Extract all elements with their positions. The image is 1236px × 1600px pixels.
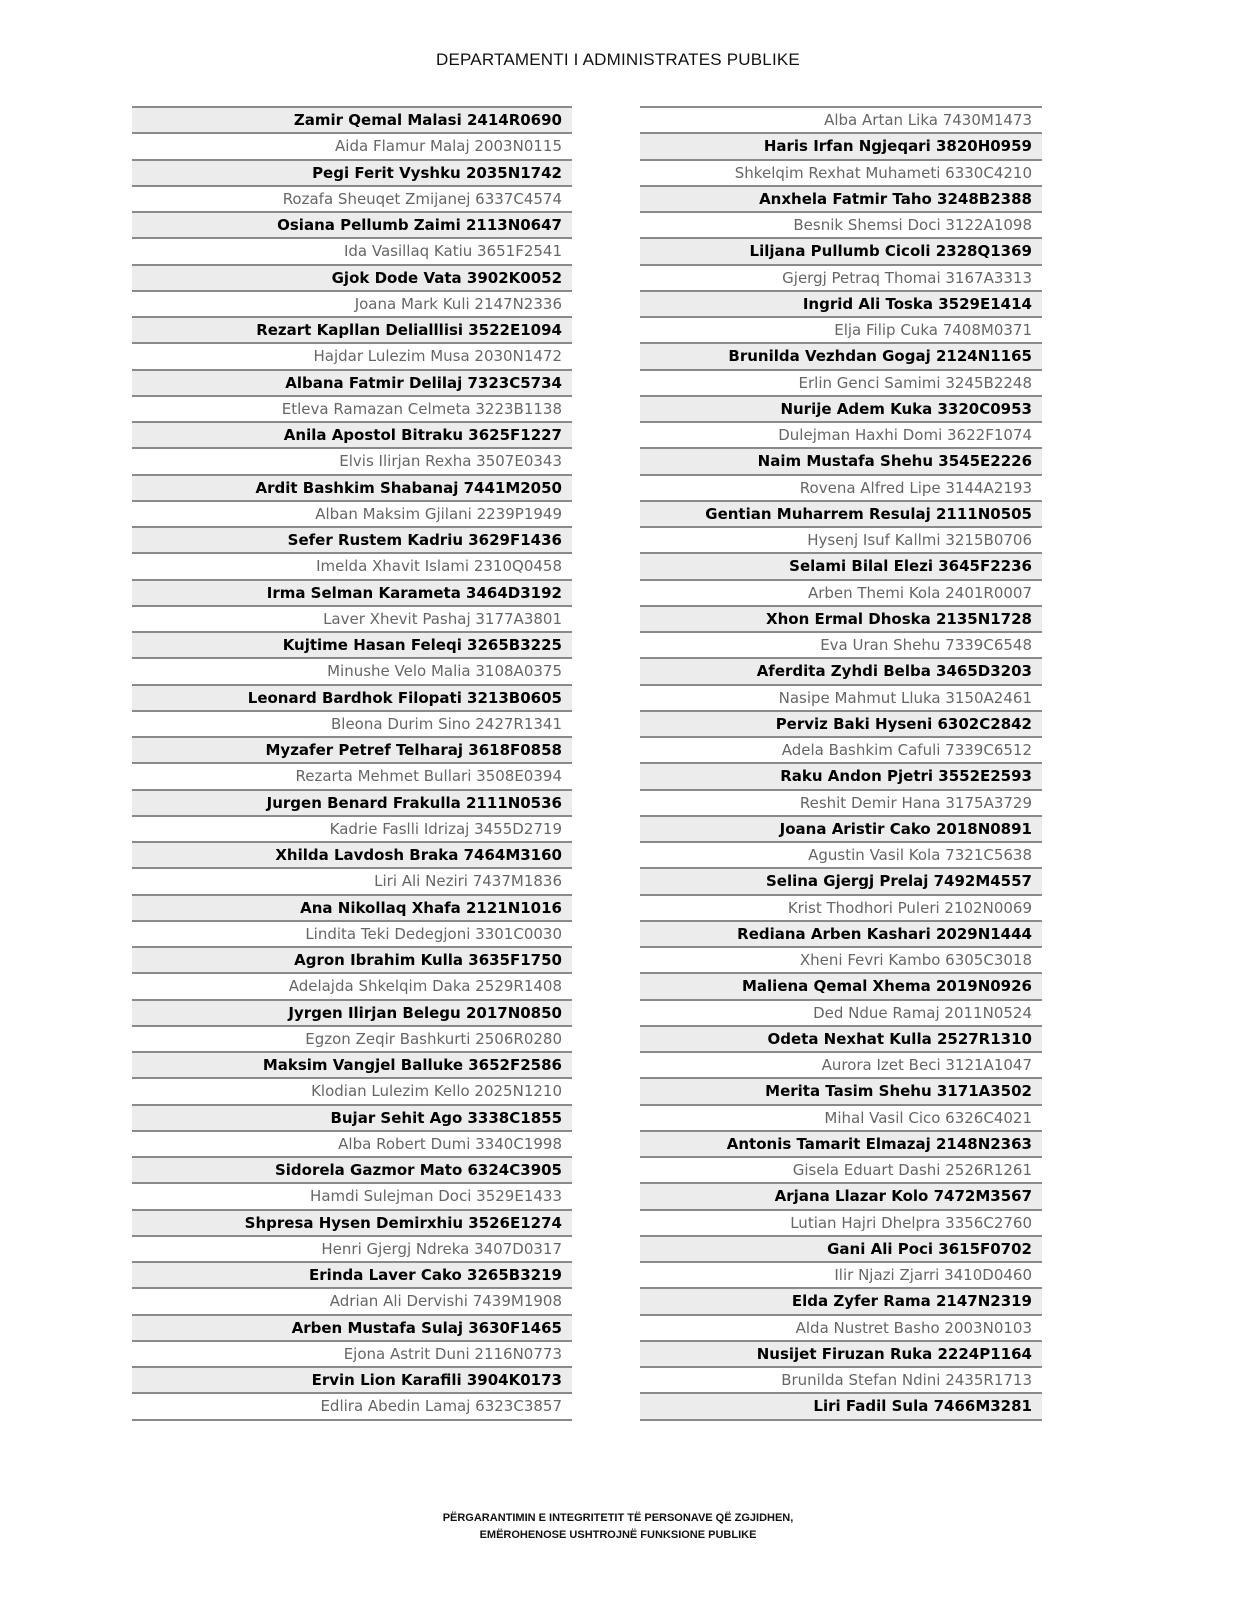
list-item: Odeta Nexhat Kulla 2527R1310 [640,1025,1042,1051]
list-item: Hysenj Isuf Kallmi 3215B0706 [640,526,1042,552]
list-item: Mihal Vasil Cico 6326C4021 [640,1104,1042,1130]
list-item: Gisela Eduart Dashi 2526R1261 [640,1156,1042,1182]
list-item: Gjok Dode Vata 3902K0052 [132,264,572,290]
list-item: Sefer Rustem Kadriu 3629F1436 [132,526,572,552]
list-item: Brunilda Vezhdan Gogaj 2124N1165 [640,342,1042,368]
list-item: Ida Vasillaq Katiu 3651F2541 [132,237,572,263]
list-bottom-rule [132,1419,572,1421]
footer-line-1: PËRGARANTIMIN E INTEGRITETIT TË PERSONAVE QË ZGJIDHEN, [442,1512,794,1524]
list-item: Bleona Durim Sino 2427R1341 [132,710,572,736]
right-name-list [640,106,1042,1421]
list-item: Aferdita Zyhdi Belba 3465D3203 [640,657,1042,683]
list-item: Ded Ndue Ramaj 2011N0524 [640,999,1042,1025]
list-item: Ervin Lion Karafili 3904K0173 [132,1366,572,1392]
list-item: Xhilda Lavdosh Braka 7464M3160 [132,841,572,867]
list-item: Arjana Llazar Kolo 7472M3567 [640,1182,1042,1208]
list-item: Adrian Ali Dervishi 7439M1908 [132,1287,572,1313]
list-item: Alda Nustret Basho 2003N0103 [640,1314,1042,1340]
list-bottom-rule [640,1419,1042,1421]
list-item: Gentian Muharrem Resulaj 2111N0505 [640,500,1042,526]
list-item: Kadrie Faslli Idrizaj 3455D2719 [132,815,572,841]
list-item: Raku Andon Pjetri 3552E2593 [640,762,1042,788]
list-item: Perviz Baki Hyseni 6302C2842 [640,710,1042,736]
list-item: Haris Irfan Ngjeqari 3820H0959 [640,132,1042,158]
list-item: Selina Gjergj Prelaj 7492M4557 [640,867,1042,893]
list-item: Maksim Vangjel Balluke 3652F2586 [132,1051,572,1077]
list-item: Arben Mustafa Sulaj 3630F1465 [132,1314,572,1340]
list-item: Aurora Izet Beci 3121A1047 [640,1051,1042,1077]
list-item: Liri Fadil Sula 7466M3281 [640,1392,1042,1418]
list-item: Henri Gjergj Ndreka 3407D0317 [132,1235,572,1261]
list-item: Ilir Njazi Zjarri 3410D0460 [640,1261,1042,1287]
list-item: Nurije Adem Kuka 3320C0953 [640,395,1042,421]
list-item: Rediana Arben Kashari 2029N1444 [640,920,1042,946]
page-footer [0,1510,1236,1544]
list-item: Bujar Sehit Ago 3338C1855 [132,1104,572,1130]
list-item: Liri Ali Neziri 7437M1836 [132,867,572,893]
list-item: Eva Uran Shehu 7339C6548 [640,631,1042,657]
list-item: Jurgen Benard Frakulla 2111N0536 [132,789,572,815]
list-item: Aida Flamur Malaj 2003N0115 [132,132,572,158]
list-item: Zamir Qemal Malasi 2414R0690 [132,106,572,132]
list-item: Xhon Ermal Dhoska 2135N1728 [640,605,1042,631]
list-item: Hajdar Lulezim Musa 2030N1472 [132,342,572,368]
list-item: Lindita Teki Dedegjoni 3301C0030 [132,920,572,946]
list-item: Gjergj Petraq Thomai 3167A3313 [640,264,1042,290]
list-item: Selami Bilal Elezi 3645F2236 [640,552,1042,578]
list-item: Ingrid Ali Toska 3529E1414 [640,290,1042,316]
list-item: Laver Xhevit Pashaj 3177A3801 [132,605,572,631]
list-item: Maliena Qemal Xhema 2019N0926 [640,972,1042,998]
list-item: Adela Bashkim Cafuli 7339C6512 [640,736,1042,762]
list-item: Agustin Vasil Kola 7321C5638 [640,841,1042,867]
list-item: Albana Fatmir Delilaj 7323C5734 [132,369,572,395]
list-item: Antonis Tamarit Elmazaj 2148N2363 [640,1130,1042,1156]
list-item: Merita Tasim Shehu 3171A3502 [640,1077,1042,1103]
list-item: Elda Zyfer Rama 2147N2319 [640,1287,1042,1313]
list-item: Joana Mark Kuli 2147N2336 [132,290,572,316]
list-item: Sidorela Gazmor Mato 6324C3905 [132,1156,572,1182]
list-item: Nusijet Firuzan Ruka 2224P1164 [640,1340,1042,1366]
list-item: Krist Thodhori Puleri 2102N0069 [640,894,1042,920]
list-item: Rezarta Mehmet Bullari 3508E0394 [132,762,572,788]
list-item: Minushe Velo Malia 3108A0375 [132,657,572,683]
list-item: Besnik Shemsi Doci 3122A1098 [640,211,1042,237]
list-item: Myzafer Petref Telharaj 3618F0858 [132,736,572,762]
list-item: Edlira Abedin Lamaj 6323C3857 [132,1392,572,1418]
list-item: Kujtime Hasan Feleqi 3265B3225 [132,631,572,657]
list-item: Alban Maksim Gjilani 2239P1949 [132,500,572,526]
list-item: Rozafa Sheuqet Zmijanej 6337C4574 [132,185,572,211]
list-item: Osiana Pellumb Zaimi 2113N0647 [132,211,572,237]
list-item: Jyrgen Ilirjan Belegu 2017N0850 [132,999,572,1025]
list-item: Joana Aristir Cako 2018N0891 [640,815,1042,841]
page-title: DEPARTAMENTI I ADMINISTRATES PUBLIKE [436,50,800,69]
list-item: Anila Apostol Bitraku 3625F1227 [132,421,572,447]
list-item: Nasipe Mahmut Lluka 3150A2461 [640,684,1042,710]
list-item: Klodian Lulezim Kello 2025N1210 [132,1077,572,1103]
left-name-list [132,106,572,1421]
list-item: Etleva Ramazan Celmeta 3223B1138 [132,395,572,421]
list-item: Pegi Ferit Vyshku 2035N1742 [132,159,572,185]
list-item: Xheni Fevri Kambo 6305C3018 [640,946,1042,972]
footer-line-2: EMËROHENOSE USHTROJNË FUNKSIONE PUBLIKE [479,1529,757,1541]
list-item: Liljana Pullumb Cicoli 2328Q1369 [640,237,1042,263]
list-item: Reshit Demir Hana 3175A3729 [640,789,1042,815]
list-item: Alba Robert Dumi 3340C1998 [132,1130,572,1156]
list-item: Leonard Bardhok Filopati 3213B0605 [132,684,572,710]
list-item: Alba Artan Lika 7430M1473 [640,106,1042,132]
list-item: Ardit Bashkim Shabanaj 7441M2050 [132,474,572,500]
list-item: Egzon Zeqir Bashkurti 2506R0280 [132,1025,572,1051]
list-item: Brunilda Stefan Ndini 2435R1713 [640,1366,1042,1392]
list-item: Imelda Xhavit Islami 2310Q0458 [132,552,572,578]
list-item: Erlin Genci Samimi 3245B2248 [640,369,1042,395]
list-item: Irma Selman Karameta 3464D3192 [132,579,572,605]
list-item: Elvis Ilirjan Rexha 3507E0343 [132,447,572,473]
list-item: Rezart Kapllan Delialllisi 3522E1094 [132,316,572,342]
list-item: Hamdi Sulejman Doci 3529E1433 [132,1182,572,1208]
list-item: Shpresa Hysen Demirxhiu 3526E1274 [132,1209,572,1235]
list-item: Dulejman Haxhi Domi 3622F1074 [640,421,1042,447]
list-item: Arben Themi Kola 2401R0007 [640,579,1042,605]
list-item: Agron Ibrahim Kulla 3635F1750 [132,946,572,972]
list-item: Lutian Hajri Dhelpra 3356C2760 [640,1209,1042,1235]
list-item: Elja Filip Cuka 7408M0371 [640,316,1042,342]
list-item: Ejona Astrit Duni 2116N0773 [132,1340,572,1366]
list-item: Shkelqim Rexhat Muhameti 6330C4210 [640,159,1042,185]
list-item: Naim Mustafa Shehu 3545E2226 [640,447,1042,473]
list-item: Rovena Alfred Lipe 3144A2193 [640,474,1042,500]
list-item: Erinda Laver Cako 3265B3219 [132,1261,572,1287]
list-item: Adelajda Shkelqim Daka 2529R1408 [132,972,572,998]
list-item: Gani Ali Poci 3615F0702 [640,1235,1042,1261]
list-item: Ana Nikollaq Xhafa 2121N1016 [132,894,572,920]
list-item: Anxhela Fatmir Taho 3248B2388 [640,185,1042,211]
